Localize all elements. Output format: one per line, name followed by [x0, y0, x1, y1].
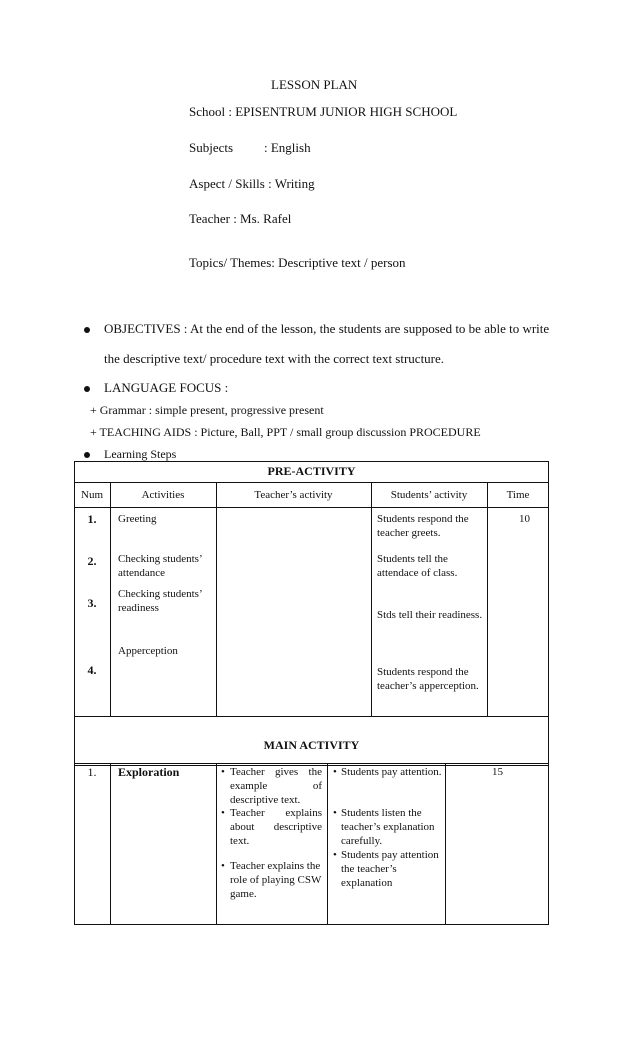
student-activity-item: Students listen the teacher’s explanation carefully. [341, 807, 435, 847]
divider [216, 482, 217, 716]
activity-cell: Apperception [118, 645, 178, 657]
bullet-icon: • [221, 860, 225, 872]
bullet-icon: • [333, 849, 337, 861]
student-activity-cell: Students tell the attendace of class. [377, 553, 458, 579]
pre-activity-title: PRE-ACTIVITY [267, 464, 356, 478]
teacher-activity-item: Teacher gives the example of descriptive text. [230, 766, 322, 806]
school-line: School : EPISENTRUM JUNIOR HIGH SCHOOL [189, 104, 458, 119]
time-cell: 10 [519, 513, 530, 525]
student-activity-cell: Stds tell their readiness. [377, 609, 483, 621]
learning-steps: Learning Steps [104, 447, 177, 461]
time-cell: 15 [492, 766, 503, 778]
teacher-activity-item: Teacher explains about descriptive text. [230, 807, 322, 847]
bullet-dot-icon [84, 327, 90, 333]
divider [74, 716, 549, 717]
activity-cell: Greeting [118, 513, 157, 525]
activity-cell: Checking students’ attendance [118, 553, 202, 579]
row-number: 1. [87, 512, 97, 526]
divider [110, 763, 111, 925]
student-activity-item: Students pay attention the teacher’s explanation [341, 849, 439, 889]
teacher-activity-item: Teacher explains the role of playing CSW game. [230, 860, 322, 900]
divider [74, 507, 549, 508]
divider [216, 763, 217, 925]
topics-line: Topics/ Themes: Descriptive text / person [189, 255, 406, 270]
aspect-line: Aspect / Skills : Writing [189, 176, 315, 191]
subjects-label: Subjects [189, 140, 234, 155]
language-focus: LANGUAGE FOCUS : [104, 380, 229, 395]
column-header: Teacher’s activity [254, 489, 333, 501]
bullet-icon: • [221, 807, 225, 819]
bullet-icon: • [221, 766, 225, 778]
student-activity-item: Students pay attention. [341, 766, 442, 778]
grammar-line: + Grammar : simple present, progressive present [90, 403, 324, 417]
student-activity-cell: Students respond the teacher greets. [377, 513, 469, 539]
column-header: Num [81, 489, 103, 501]
activity-cell: Exploration [118, 765, 180, 779]
bullet-icon: • [333, 807, 337, 819]
objectives-line-1: OBJECTIVES : At the end of the lesson, the students are supposed to be able to write [104, 321, 550, 336]
subjects-value: : English [264, 140, 311, 155]
teacher-line: Teacher : Ms. Rafel [189, 211, 292, 226]
bullet-dot-icon [84, 452, 90, 458]
teaching-aids-line: + TEACHING AIDS : Picture, Ball, PPT / small group discussion PROCEDURE [90, 425, 481, 439]
divider [74, 482, 549, 483]
divider [371, 482, 372, 716]
divider [487, 482, 488, 716]
row-number: 1. [87, 765, 97, 779]
column-header: Activities [141, 489, 185, 501]
main-activity-title: MAIN ACTIVITY [263, 738, 360, 752]
divider [110, 482, 111, 716]
row-number: 3. [87, 596, 97, 610]
bullet-dot-icon [84, 386, 90, 392]
column-header: Time [506, 489, 530, 501]
bullet-icon: • [333, 766, 337, 778]
column-header: Students’ activity [390, 489, 468, 501]
activity-cell: Checking students’ readiness [118, 588, 202, 614]
divider [327, 763, 328, 925]
row-number: 2. [87, 554, 97, 568]
page-title: LESSON PLAN [271, 77, 358, 92]
student-activity-cell: Students respond the teacher’s apperception. [377, 666, 479, 692]
objectives-line-2: the descriptive text/ procedure text with the correct text structure. [104, 351, 445, 366]
divider [445, 763, 446, 925]
row-number: 4. [87, 663, 97, 677]
